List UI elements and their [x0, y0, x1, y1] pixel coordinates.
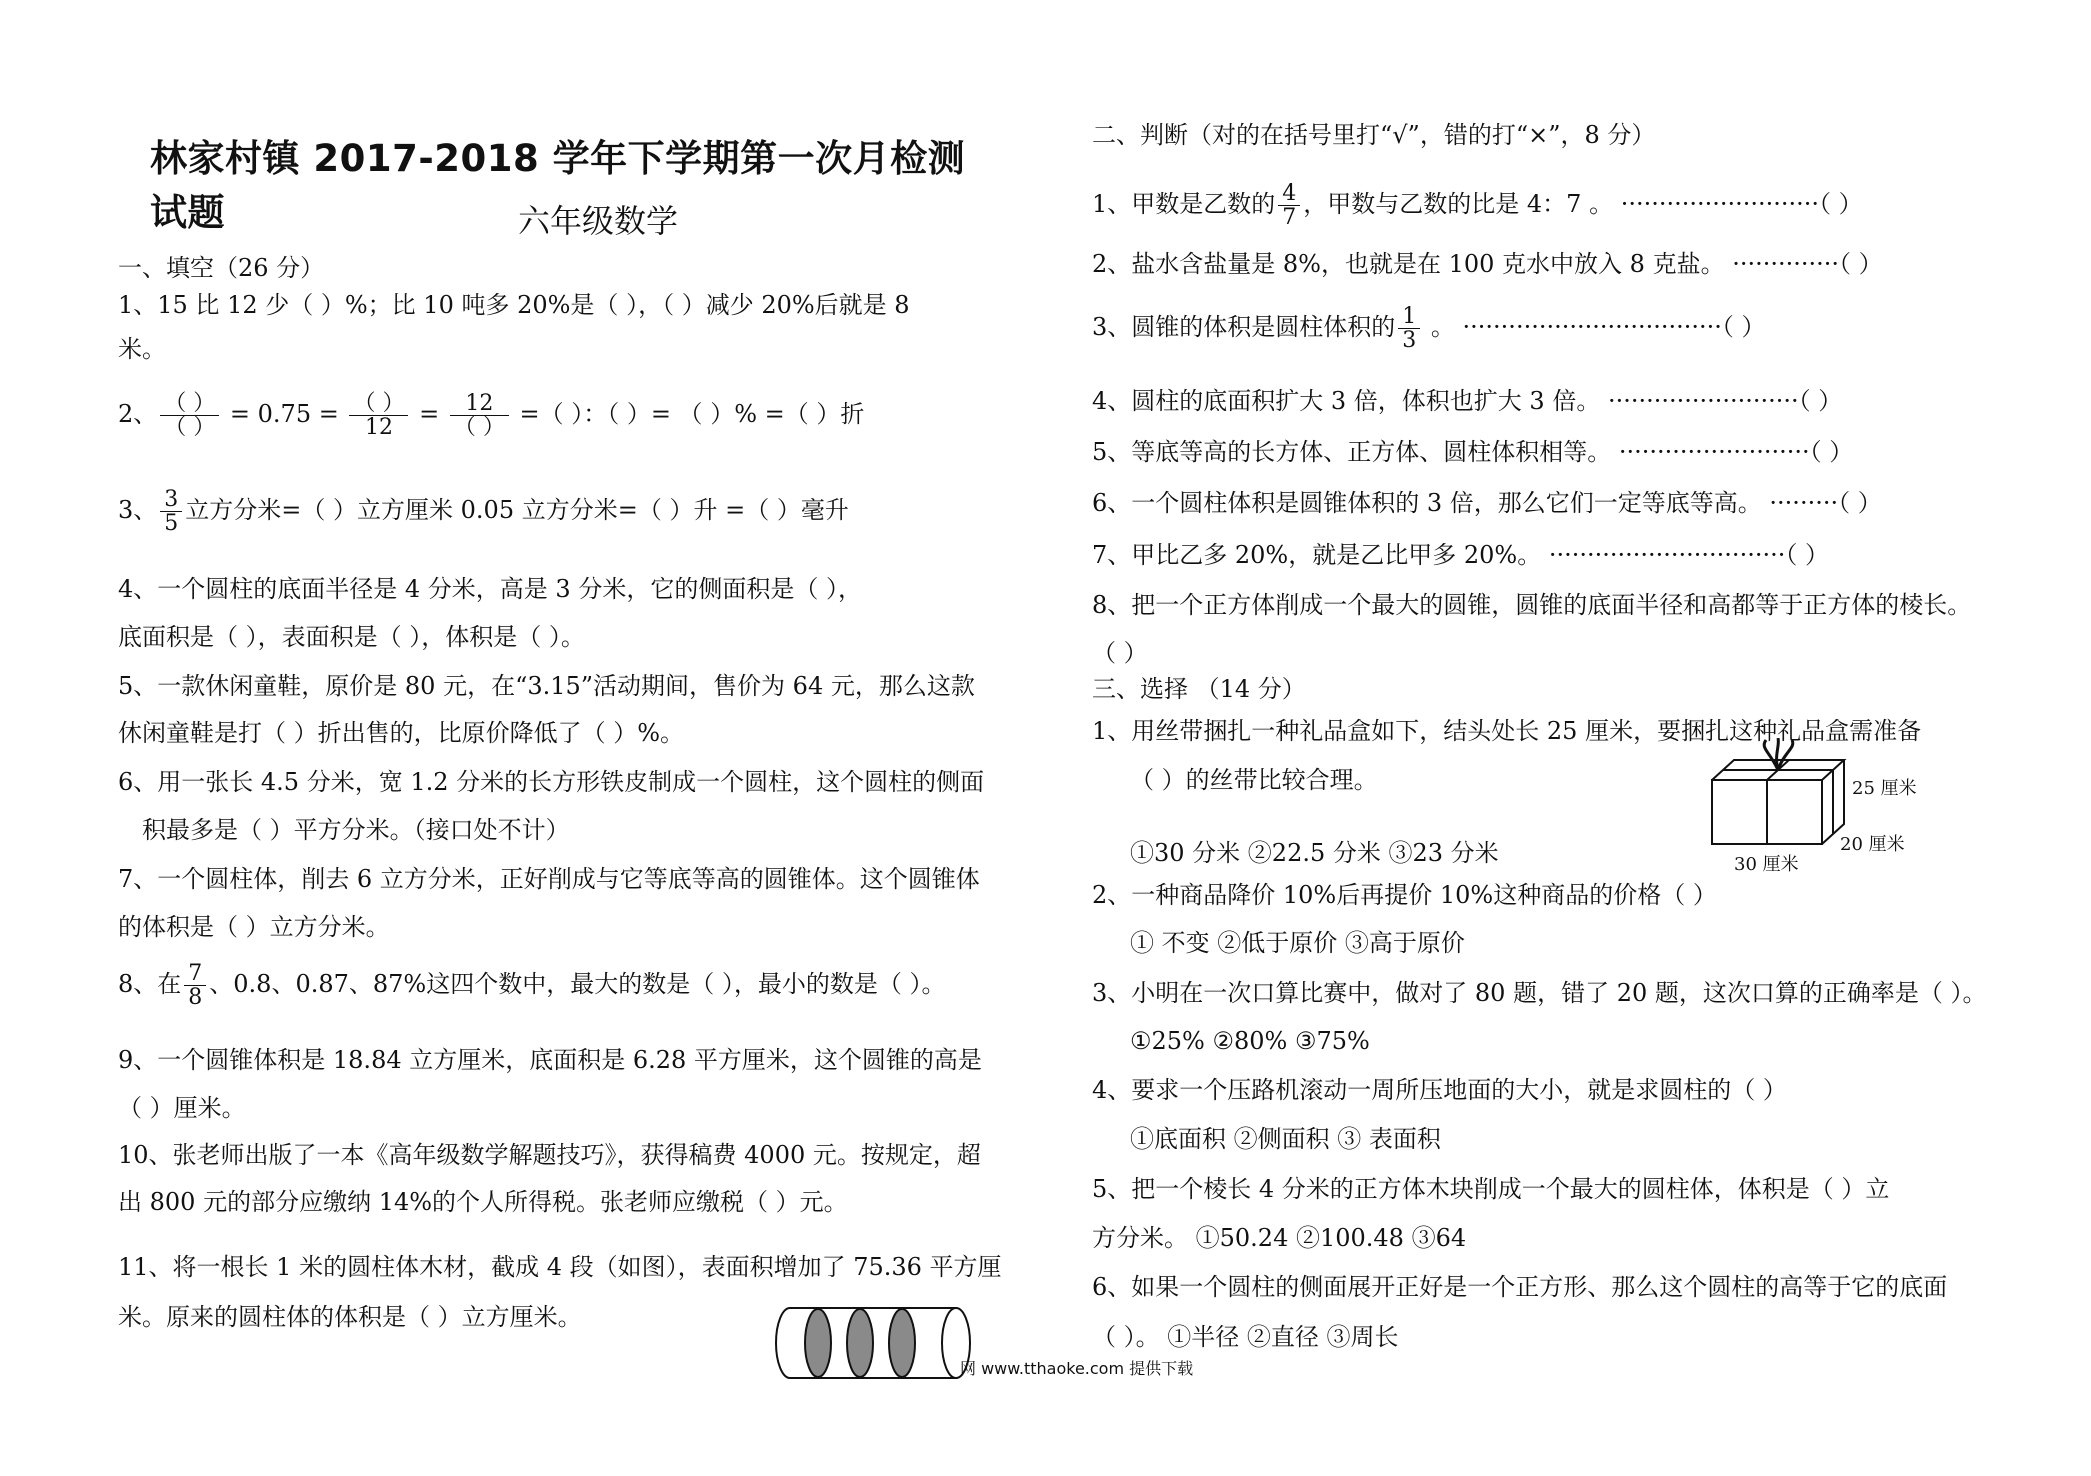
q8-rest: 、0.8、0.87、87%这四个数中，最大的数是（ ），最小的数是（ ）。: [209, 970, 946, 999]
s3-line-6a: 6、如果一个圆柱的侧面展开正好是一个正方形、那么这个圆柱的高等于它的底面: [1092, 1273, 1948, 1301]
s1-q3: [118, 488, 849, 535]
s2-q1-prefix: 1、甲数是乙数的: [1092, 190, 1276, 219]
q2-f3-num: 12: [450, 392, 509, 416]
q3-prefix: 3、: [118, 496, 158, 525]
s1-line-q7b: 的体积是（ ）立方分米。: [118, 913, 390, 941]
s2-q1-den: 7: [1282, 205, 1297, 231]
s2-q3-prefix: 3、圆锥的体积是圆柱体积的: [1092, 313, 1396, 342]
q2-fraction-2: [349, 392, 408, 439]
q8-num: 7: [184, 962, 206, 986]
exam-subtitle: 六年级数学: [518, 202, 679, 240]
s1-line-q10a: 10、张老师出版了一本《高年级数学解题技巧》，获得稿费 4000 元。按规定，超: [118, 1141, 981, 1169]
s1-line-q5b: 休闲童鞋是打（ ）折出售的，比原价降低了（ ）%。: [118, 719, 685, 747]
s2-q1-num: 4: [1278, 182, 1300, 206]
box-height-label: 25 厘米: [1852, 778, 1917, 799]
s2-q1: [1092, 182, 1863, 229]
s3-line-2b: ① 不变 ②低于原价 ③高于原价: [1130, 929, 1465, 957]
q3-num: 3: [160, 488, 182, 512]
s2-q3-rest: 。 ··································（ ）: [1423, 313, 1766, 342]
section1-heading: 一、填空（26 分）: [118, 254, 325, 282]
s2-line-4: 4、圆柱的底面积扩大 3 倍，体积也扩大 3 倍。 ·························（ ）: [1092, 387, 1843, 415]
s3-line-4a: 4、要求一个压路机滚动一周所压地面的大小，就是求圆柱的（ ）: [1092, 1076, 1787, 1104]
s2-line-6: 6、一个圆柱体积是圆锥体积的 3 倍，那么它们一定等底等高。 ·········（ ）: [1092, 489, 1882, 517]
q3-rest: 立方分米=（ ）立方厘米 0.05 立方分米=（ ）升 =（ ）毫升: [185, 496, 849, 525]
q2-eq1: = 0.75 =: [222, 400, 347, 429]
s2-line-8a: 8、把一个正方体削成一个最大的圆锥，圆锥的底面半径和高都等于正方体的棱长。: [1092, 591, 1972, 619]
box-width-label: 30 厘米: [1734, 854, 1799, 875]
s1-line-1: 1、15 比 12 少（ ）%；比 10 吨多 20%是（ ），（ ）减少 20%后就是 8: [118, 291, 910, 319]
gift-box-figure: [1700, 738, 1960, 888]
exam-title: 林家村镇 2017-2018 学年下学期第一次月检测试题: [150, 137, 966, 234]
s2-q1-rest: ，甲数与乙数的比是 4：7 。 ··························（ ）: [1303, 190, 1863, 219]
q2-f2-num: （ ）: [349, 392, 408, 416]
s1-line-q5a: 5、一款休闲童鞋，原价是 80 元，在“3.15”活动期间，售价为 64 元，那么这款: [118, 672, 975, 700]
section3-heading: 三、选择 （14 分）: [1092, 675, 1306, 703]
s1-q2: [118, 392, 864, 439]
s3-line-1c: ①30 分米 ②22.5 分米 ③23 分米: [1130, 839, 1499, 867]
s1-line-q7a: 7、一个圆柱体，削去 6 立方分米，正好削成与它等底等高的圆锥体。这个圆锥体: [118, 865, 980, 893]
q2-fraction-1: [160, 392, 219, 439]
s2-q1-fraction: [1278, 182, 1300, 229]
q2-f1-num: （ ）: [160, 392, 219, 416]
s1-line-q6b: 积最多是（ ）平方分米。（接口处不计）: [142, 816, 570, 844]
s2-q3-fraction: [1398, 305, 1420, 352]
s2-q3-den: 3: [1402, 328, 1417, 354]
s1-line-q6a: 6、用一张长 4.5 分米，宽 1.2 分米的长方形铁皮制成一个圆柱，这个圆柱的侧面: [118, 768, 985, 796]
s3-line-5b: 方分米。 ①50.24 ②100.48 ③64: [1092, 1224, 1467, 1252]
s3-line-3b: ①25% ②80% ③75%: [1130, 1027, 1370, 1055]
s2-line-2: 2、盐水含盐量是 8%，也就是在 100 克水中放入 8 克盐。 ··············（ ）: [1092, 250, 1883, 278]
q8-prefix: 8、在: [118, 970, 182, 999]
box-depth-label: 20 厘米: [1840, 834, 1905, 855]
q2-f3-den: （ ）: [453, 415, 505, 441]
s1-line-q10b: 出 800 元的部分应缴纳 14%的个人所得税。张老师应缴税（ ）元。: [118, 1188, 848, 1216]
q8-fraction: [184, 962, 206, 1009]
s2-q3-num: 1: [1398, 305, 1420, 329]
cylinder-figure: [770, 1300, 980, 1386]
q2-f2-den: 12: [364, 415, 393, 441]
s3-line-6b: （ ）。 ①半径 ②直径 ③周长: [1092, 1323, 1399, 1351]
s3-line-2a: 2、一种商品降价 10%后再提价 10%这种商品的价格（ ）: [1092, 881, 1717, 909]
s3-line-1a: 1、用丝带捆扎一种礼品盒如下，结头处长 25 厘米，要捆扎这种礼品盒需准备: [1092, 717, 1922, 745]
section2-heading: 二、判断（对的在括号里打“√”，错的打“×”，8 分）: [1092, 121, 1656, 149]
s1-line-q9a: 9、一个圆锥体积是 18.84 立方厘米，底面积是 6.28 平方厘米，这个圆锥的高是: [118, 1046, 982, 1074]
q2-f1-den: （ ）: [164, 415, 216, 441]
q2-prefix: 2、: [118, 400, 158, 429]
s3-line-5a: 5、把一个棱长 4 分米的正方体木块削成一个最大的圆柱体，体积是（ ）立: [1092, 1175, 1890, 1203]
s2-line-8b: （ ）: [1092, 639, 1148, 667]
s2-line-7: 7、甲比乙多 20%，就是乙比甲多 20%。 ·······························（ ）: [1092, 541, 1829, 569]
q2-rest: =（ ）：（ ）= （ ）% =（ ）折: [511, 400, 865, 429]
s1-line-q9b: （ ）厘米。: [118, 1094, 246, 1122]
q3-den: 5: [164, 511, 179, 537]
s1-line-q4b: 底面积是（ ），表面积是（ ），体积是（ ）。: [118, 623, 585, 651]
s2-q3: [1092, 305, 1766, 352]
s3-line-4b: ①底面积 ②侧面积 ③ 表面积: [1130, 1125, 1441, 1153]
s3-line-3a: 3、小明在一次口算比赛中，做对了 80 题，错了 20 题，这次口算的正确率是（ ）。: [1092, 979, 1987, 1007]
q8-den: 8: [188, 985, 203, 1011]
q2-fraction-3: [450, 392, 509, 439]
s1-q8: [118, 962, 946, 1009]
s3-line-1b: （ ）的丝带比较合理。: [1130, 766, 1378, 794]
s2-line-5: 5、等底等高的长方体、正方体、圆柱体积相等。 ·························（ ）: [1092, 438, 1854, 466]
footer-source: 网 www.tthaoke.com 提供下载: [960, 1359, 1194, 1378]
s1-line-q4a: 4、一个圆柱的底面半径是 4 分米，高是 3 分米，它的侧面积是（ ），: [118, 575, 862, 603]
s1-line-q11a: 11、将一根长 1 米的圆柱体木材，截成 4 段（如图），表面积增加了 75.36 平方厘: [118, 1253, 1002, 1281]
q3-fraction: [160, 488, 182, 535]
s1-line-q11b: 米。原来的圆柱体的体积是（ ）立方厘米。: [118, 1303, 582, 1331]
s1-line-2: 米。: [118, 335, 166, 363]
q2-eq2: =: [411, 400, 447, 429]
